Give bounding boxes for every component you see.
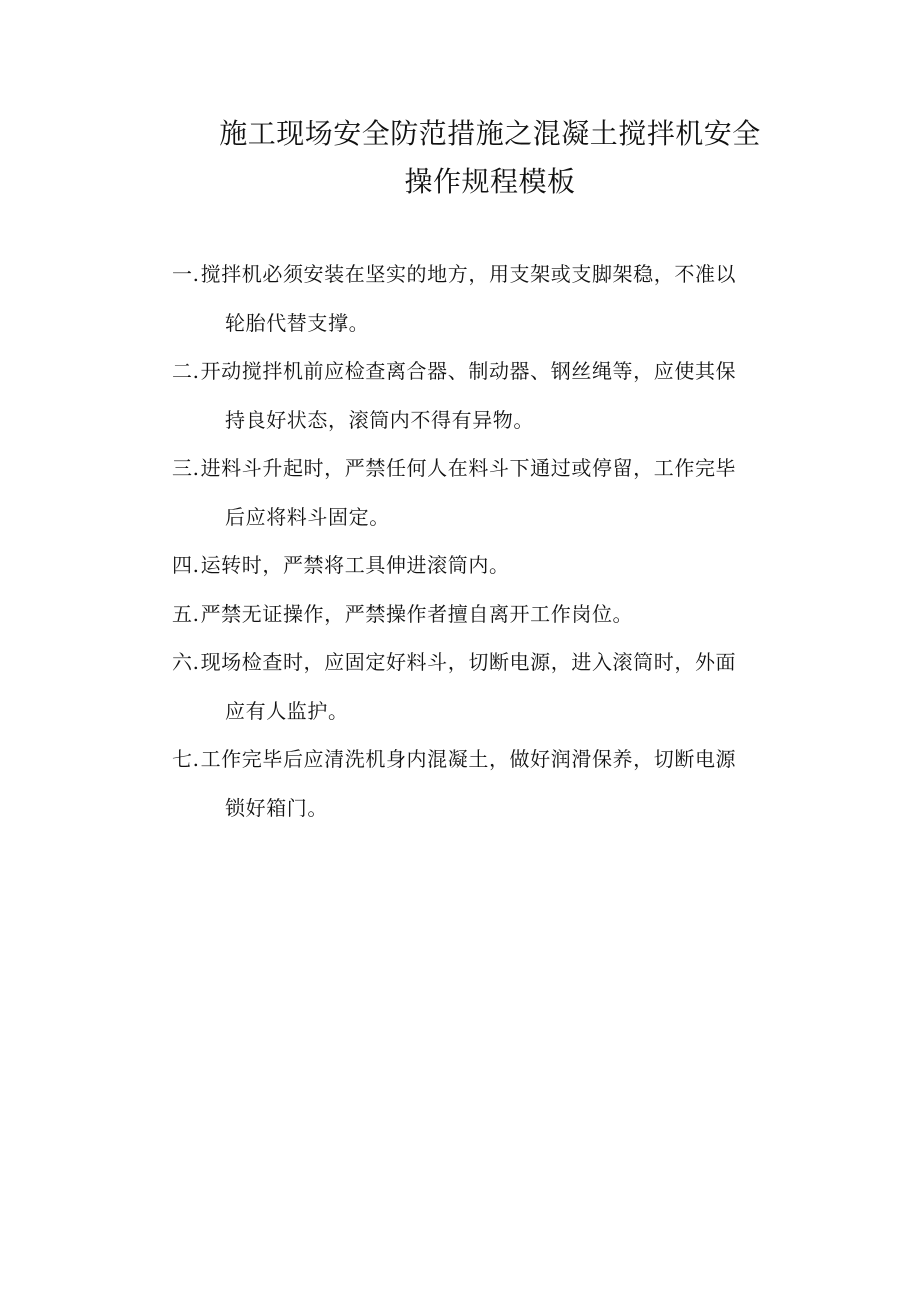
rule-6-number: 六. <box>172 650 200 674</box>
rule-1-number: 一. <box>172 262 200 286</box>
rule-1-text-1: 搅拌机必须安装在坚实的地方，用支架或支脚架稳，不准以 <box>200 262 737 286</box>
document-title-line-1: 施工现场安全防范措施之混凝土搅拌机安全 <box>219 117 761 150</box>
rule-1-line-2: 轮胎代替支撑。 <box>225 311 370 335</box>
rule-5-number: 五. <box>172 602 200 626</box>
rule-6-line-1 <box>172 647 736 677</box>
rule-7-line-2: 锁好箱门。 <box>225 796 328 820</box>
rule-4-line-1 <box>172 550 510 580</box>
rule-7-text-1: 工作完毕后应清洗机身内混凝土，做好润滑保养，切断电源 <box>200 747 737 771</box>
rule-1-line-1 <box>172 259 736 289</box>
rule-5-line-1 <box>172 599 633 629</box>
rule-6-line-2: 应有人监护。 <box>225 699 349 723</box>
document-title-line-2: 操作规程模板 <box>404 165 576 198</box>
rule-3-line-1 <box>172 453 736 483</box>
rule-7-number: 七. <box>172 747 200 771</box>
rule-5-text-1: 严禁无证操作，严禁操作者擅自离开工作岗位。 <box>200 602 634 626</box>
rule-3-number: 三. <box>172 456 200 480</box>
rule-2-text-1: 开动搅拌机前应检查离合器、制动器、钢丝绳等，应使其保 <box>200 359 737 383</box>
rule-4-number: 四. <box>172 553 200 577</box>
rule-3-line-2: 后应将料斗固定。 <box>225 505 390 529</box>
rule-2-number: 二. <box>172 359 200 383</box>
rule-2-line-1 <box>172 356 736 386</box>
rule-4-text-1: 运转时，严禁将工具伸进滚筒内。 <box>200 553 510 577</box>
rule-7-line-1 <box>172 744 736 774</box>
rule-3-text-1: 进料斗升起时，严禁任何人在料斗下通过或停留，工作完毕 <box>200 456 737 480</box>
rule-2-line-2: 持良好状态，滚筒内不得有异物。 <box>225 408 534 432</box>
rule-6-text-1: 现场检查时，应固定好料斗，切断电源，进入滚筒时，外面 <box>200 650 737 674</box>
